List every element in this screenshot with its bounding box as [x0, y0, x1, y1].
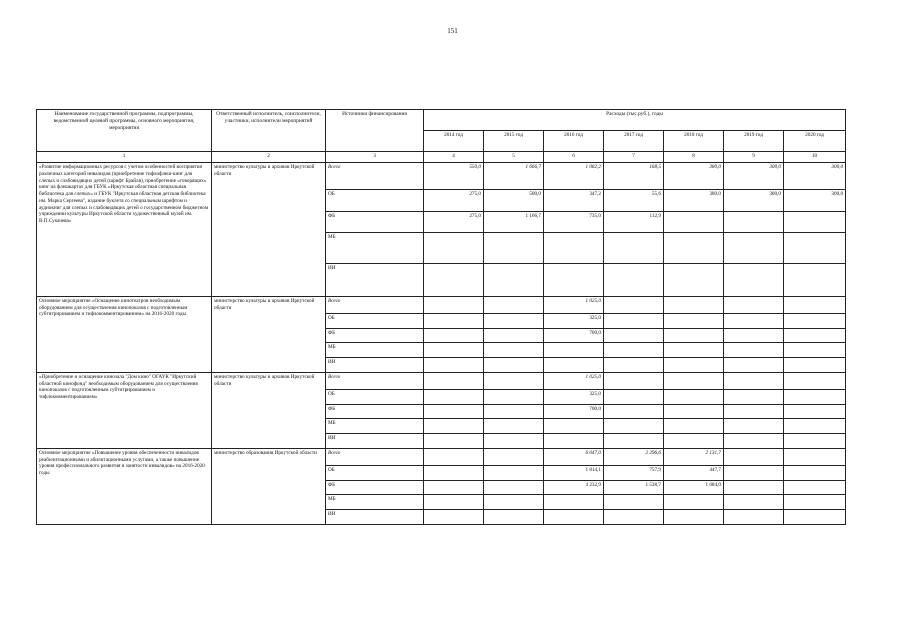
expense-value — [424, 434, 484, 449]
expense-value — [484, 313, 544, 328]
executor-name: министерство образования Иркутской области — [212, 448, 326, 524]
expense-value — [544, 495, 604, 510]
expense-value — [424, 296, 484, 313]
expense-value — [784, 211, 846, 232]
expense-value — [604, 434, 664, 449]
header-year: 2016 год — [544, 131, 604, 152]
expense-value: 168,5 — [604, 163, 664, 190]
header-program: Наименование государственной программы, подпрограммы, ведомственной целевой программы, основного мероприятия, мероприятия — [37, 110, 212, 152]
column-number: 4 — [424, 152, 484, 163]
funding-source: ИИ — [326, 434, 424, 449]
header-executor: Ответственный исполнитель, соисполнители, участники, исполнители мероприятий — [212, 110, 326, 152]
funding-source: МБ — [326, 495, 424, 510]
expense-value — [784, 495, 846, 510]
expense-value — [784, 328, 846, 343]
expense-value — [724, 434, 784, 449]
expense-value — [784, 264, 846, 297]
expense-value — [784, 510, 846, 525]
header-year: 2019 год — [724, 131, 784, 152]
funding-source: ФБ — [326, 328, 424, 343]
expense-value — [664, 358, 724, 373]
expense-value — [544, 264, 604, 297]
expense-value — [724, 313, 784, 328]
funding-source: ФБ — [326, 211, 424, 232]
expense-value — [424, 404, 484, 419]
expense-value: 2 131,7 — [664, 448, 724, 465]
expense-value — [484, 328, 544, 343]
expense-value — [724, 404, 784, 419]
expense-value — [424, 232, 484, 264]
expense-value: 1 025,0 — [544, 296, 604, 313]
expense-value — [604, 495, 664, 510]
funding-source: Всего — [326, 296, 424, 313]
expense-value — [664, 328, 724, 343]
expense-value — [424, 328, 484, 343]
expense-value — [424, 510, 484, 525]
header-year: 2020 год — [784, 131, 846, 152]
expense-value — [544, 434, 604, 449]
expense-value — [424, 343, 484, 358]
executor-name: министерство культуры и архивов Иркутской области — [212, 163, 326, 297]
executor-name: министерство культуры и архивов Иркутской области — [212, 296, 326, 372]
expense-value — [484, 372, 544, 389]
expense-value — [484, 510, 544, 525]
expense-value — [784, 389, 846, 404]
column-number: 2 — [212, 152, 326, 163]
expense-value: 1 025,0 — [544, 372, 604, 389]
expense-value — [424, 313, 484, 328]
expense-value: 700,0 — [544, 404, 604, 419]
expense-value — [484, 296, 544, 313]
expense-value — [484, 358, 544, 373]
expense-value — [724, 480, 784, 495]
expense-value: 300,0 — [724, 190, 784, 211]
expense-value — [484, 495, 544, 510]
header-year: 2018 год — [664, 131, 724, 152]
expense-value — [784, 343, 846, 358]
expense-value — [664, 296, 724, 313]
expense-value — [424, 372, 484, 389]
expense-value — [604, 296, 664, 313]
expense-value — [484, 389, 544, 404]
expense-value: 447,7 — [664, 465, 724, 480]
expense-value — [544, 232, 604, 264]
expense-value — [604, 404, 664, 419]
expense-value — [424, 389, 484, 404]
expense-value: 275,0 — [424, 211, 484, 232]
expense-value — [484, 448, 544, 465]
header-expenses: Расходы (тыс.руб.), годы — [424, 110, 846, 131]
column-number: 8 — [664, 152, 724, 163]
expense-value — [664, 343, 724, 358]
expense-value — [724, 211, 784, 232]
funding-source: Всего — [326, 372, 424, 389]
expense-value: 55,6 — [604, 190, 664, 211]
expense-value — [724, 495, 784, 510]
funding-source: Всего — [326, 163, 424, 190]
header-year: 2015 год — [484, 131, 544, 152]
expense-value — [664, 419, 724, 434]
program-name: Основное мероприятие «Повышение уровня обеспеченности инвалидов реабилитационными и абилитационными услугами, а также повышение уровня профессионального развития и занятости инвалидов» на 2016-2020 годы — [37, 448, 212, 524]
expense-value — [604, 372, 664, 389]
expense-value — [724, 296, 784, 313]
expense-value: 4 232,9 — [544, 480, 604, 495]
expense-value — [784, 448, 846, 465]
column-number: 7 — [604, 152, 664, 163]
funding-source: МБ — [326, 419, 424, 434]
expense-value: 757,9 — [604, 465, 664, 480]
expense-value: 380,0 — [664, 163, 724, 190]
expense-value — [724, 419, 784, 434]
expense-value: 300,0 — [784, 163, 846, 190]
funding-source: ОБ — [326, 190, 424, 211]
expense-value: 6 047,0 — [544, 448, 604, 465]
expense-value — [604, 232, 664, 264]
expense-value — [484, 419, 544, 434]
expense-value — [424, 419, 484, 434]
funding-source: Всего — [326, 448, 424, 465]
funding-source: ИИ — [326, 264, 424, 297]
expense-value: 112,9 — [604, 211, 664, 232]
expense-value — [724, 465, 784, 480]
funding-source: МБ — [326, 343, 424, 358]
column-number: 10 — [784, 152, 846, 163]
expense-value: 2 296,6 — [604, 448, 664, 465]
funding-source: ОБ — [326, 313, 424, 328]
table-row — [37, 448, 846, 465]
funding-source: ФБ — [326, 480, 424, 495]
expense-value — [484, 264, 544, 297]
column-number: 1 — [37, 152, 212, 163]
expense-value — [664, 404, 724, 419]
expense-value — [784, 419, 846, 434]
funding-source: ФБ — [326, 404, 424, 419]
expense-value: 1 166,7 — [484, 211, 544, 232]
expense-value — [664, 313, 724, 328]
expense-value — [484, 343, 544, 358]
expense-value — [484, 465, 544, 480]
expense-value — [784, 404, 846, 419]
expense-value — [424, 495, 484, 510]
expense-value — [424, 480, 484, 495]
header-year: 2014 год — [424, 131, 484, 152]
header-sources: Источники финансирования — [326, 110, 424, 152]
expense-value — [724, 343, 784, 358]
expense-value — [724, 264, 784, 297]
expense-value — [484, 232, 544, 264]
expense-value — [664, 510, 724, 525]
expense-value — [424, 358, 484, 373]
expense-value: 550,0 — [424, 163, 484, 190]
expense-value — [784, 480, 846, 495]
expense-value — [544, 358, 604, 373]
expense-value — [724, 510, 784, 525]
column-number: 9 — [724, 152, 784, 163]
expense-value — [724, 389, 784, 404]
expense-value: 1 814,1 — [544, 465, 604, 480]
page-number: 151 — [447, 27, 458, 35]
expense-value — [784, 434, 846, 449]
expense-value: 700,0 — [544, 328, 604, 343]
program-name: Основное мероприятие «Оснащение кинотеатров необходимым оборудованием для осуществления кинопоказов с подготовленным субтитрированием и тифлокомментированием» на 2016-2020 годы — [37, 296, 212, 372]
executor-name: министерство культуры и архивов Иркутской области — [212, 372, 326, 448]
expense-value — [784, 296, 846, 313]
expense-value — [784, 372, 846, 389]
program-name: «Развитие информационных ресурсов с учетом особенностей восприятия различных категорий инвалидов (приобретение тифлофлеш-книг для слепых и слабовидящих детей (шрифт Брайля), приобретение «говорящих» книг на флешкартах для ГБУК «Иркутская областная специальная библиотека для слепых» и ГБУК "Иркутская областная детская библиотека им. Марка Сергеева", издание буклета со специальным шрифтом и аудиокниг для слепых и слабовидящих детей о государственном бюджетном учреждении культуры Иркутской области художественный музей им. В.П.Сукачева» — [37, 163, 212, 297]
program-name: «Приобретение и оснащение кинозала "Дом кино" ОГАУК "Иркутский областной кинофонд" необходимым оборудованием для осуществления кинопоказов с подготовленным субтитрированием и тифлокомментированием» — [37, 372, 212, 448]
expense-value — [484, 434, 544, 449]
expense-value: 735,0 — [544, 211, 604, 232]
expense-value — [664, 264, 724, 297]
expense-value — [604, 358, 664, 373]
funding-source: МБ — [326, 232, 424, 264]
column-number: 6 — [544, 152, 604, 163]
funding-source: ОБ — [326, 465, 424, 480]
expense-value: 1 538,7 — [604, 480, 664, 495]
expense-value — [424, 465, 484, 480]
expense-value — [544, 419, 604, 434]
header-year: 2017 год — [604, 131, 664, 152]
expense-value — [664, 389, 724, 404]
expense-value: 300,0 — [724, 163, 784, 190]
expense-value — [724, 358, 784, 373]
expense-value — [784, 313, 846, 328]
expense-value — [784, 232, 846, 264]
funding-source: ИИ — [326, 358, 424, 373]
expense-value — [604, 313, 664, 328]
expense-value: 380,0 — [664, 190, 724, 211]
table-row — [37, 163, 846, 190]
expense-value: 325,0 — [544, 389, 604, 404]
expense-value — [604, 343, 664, 358]
expense-value — [544, 510, 604, 525]
expense-value: 500,0 — [484, 190, 544, 211]
table-row — [37, 296, 846, 313]
expense-value — [604, 419, 664, 434]
expense-value — [604, 328, 664, 343]
expense-value: 1 666,7 — [484, 163, 544, 190]
expense-value — [484, 480, 544, 495]
expense-value — [604, 510, 664, 525]
column-number: 3 — [326, 152, 424, 163]
table-row — [37, 372, 846, 389]
expense-value: 347,2 — [544, 190, 604, 211]
expense-value — [664, 211, 724, 232]
expense-value — [664, 232, 724, 264]
expense-value — [424, 448, 484, 465]
expense-value — [484, 404, 544, 419]
expense-value — [664, 495, 724, 510]
expense-value — [664, 372, 724, 389]
expense-value — [604, 264, 664, 297]
expense-value — [424, 264, 484, 297]
column-number: 5 — [484, 152, 544, 163]
expense-value — [724, 448, 784, 465]
expense-value: 325,0 — [544, 313, 604, 328]
funding-source: ОБ — [326, 389, 424, 404]
expense-value: 1 684,0 — [664, 480, 724, 495]
funding-source: ИИ — [326, 510, 424, 525]
expense-value: 300,0 — [784, 190, 846, 211]
expense-value — [604, 389, 664, 404]
expense-value — [724, 328, 784, 343]
expenses-table — [36, 109, 846, 525]
expense-value — [724, 372, 784, 389]
expense-value: 275,0 — [424, 190, 484, 211]
expense-value — [784, 358, 846, 373]
expense-value — [664, 434, 724, 449]
expense-value — [784, 465, 846, 480]
expense-value — [544, 343, 604, 358]
expense-value: 1 082,2 — [544, 163, 604, 190]
expense-value — [724, 232, 784, 264]
